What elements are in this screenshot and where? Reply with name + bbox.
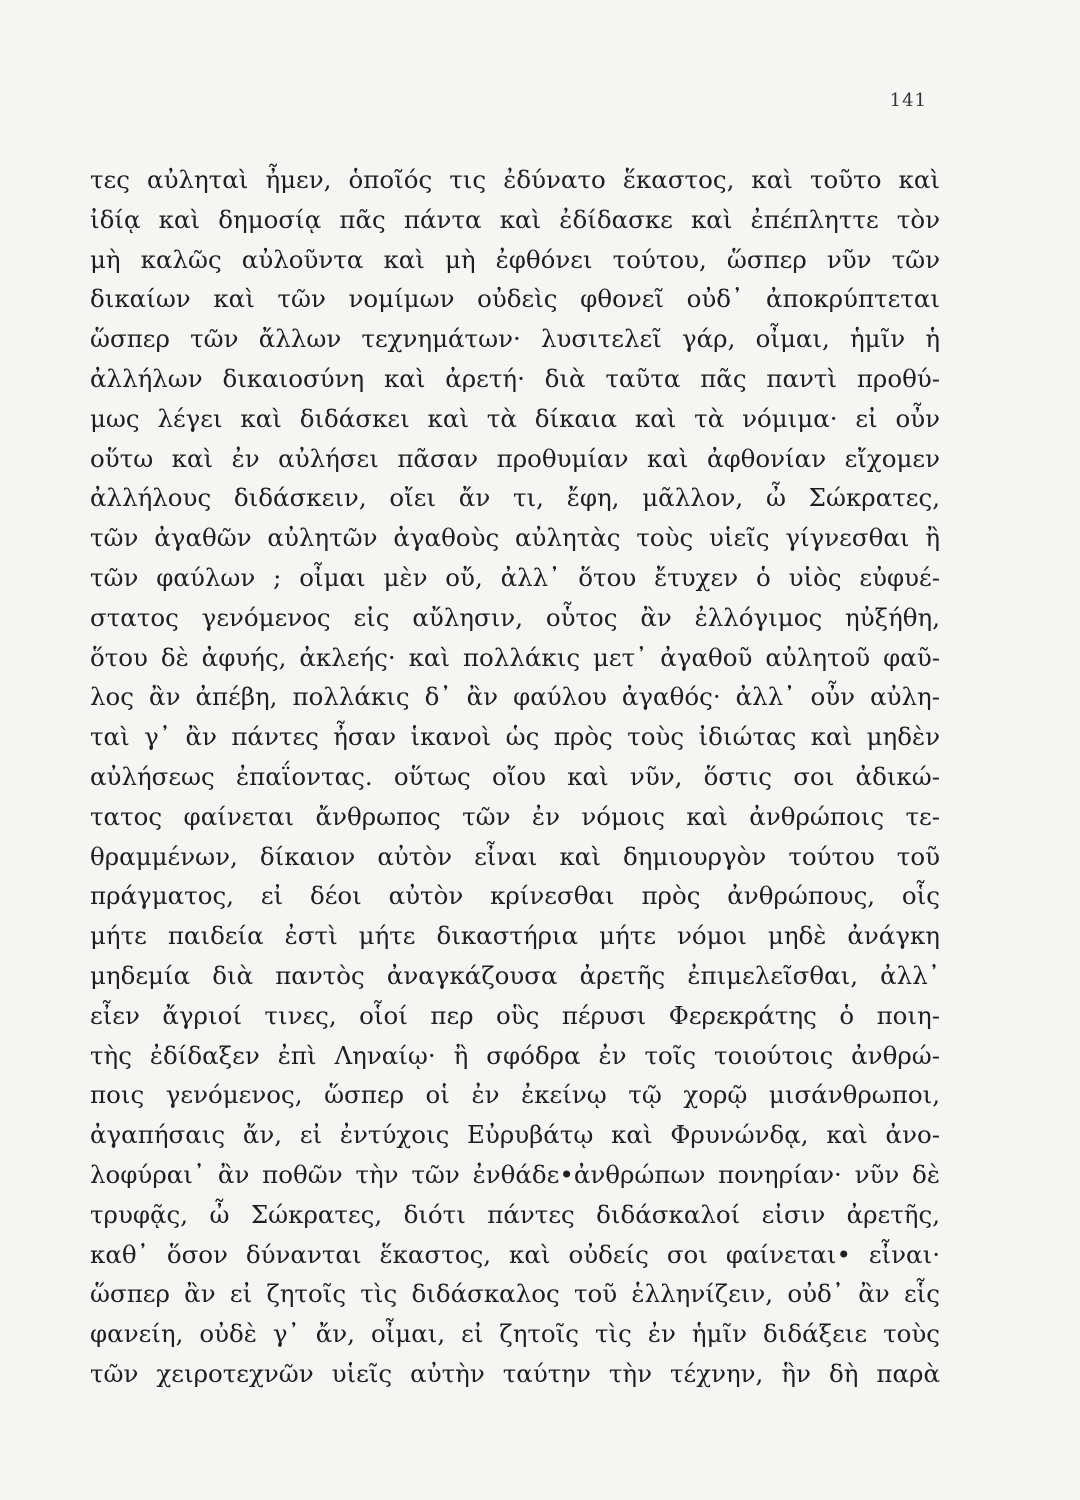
text-line: τὴς ἐδίδαξεν ἐπὶ Ληναίῳ· ἢ σφόδρα ἐν τοῖς τοιούτοις ἀνθρώ-: [90, 1040, 940, 1070]
text-line: ὥσπερ ἂν εἰ ζητοῖς τὶς διδάσκαλος τοῦ ἑλληνίζειν, οὐδ᾽ ἂν εἷς: [90, 1279, 940, 1309]
text-line: στατος γενόμενος εἰς αὔλησιν, οὗτος ἂν ἐλλόγιμος ηὐξήθη,: [90, 602, 940, 632]
text-line: λος ἂν ἀπέβη, πολλάκις δ᾽ ἂν φαύλου ἀγαθός· ἀλλ᾽ οὖν αὐλη-: [90, 682, 940, 712]
text-line: τῶν χειροτεχνῶν υἱεῖς αὐτὴν ταύτην τὴν τέχνην, ἣν δὴ παρὰ: [90, 1358, 940, 1388]
text-line: μὴ καλῶς αὐλοῦντα καὶ μὴ ἐφθόνει τούτου, ὥσπερ νῦν τῶν: [90, 244, 940, 274]
text-line: ἰδίᾳ καὶ δημοσίᾳ πᾶς πάντα καὶ ἐδίδασκε καὶ ἐπέπληττε τὸν: [90, 204, 940, 234]
text-line: μηδεμία διὰ παντὸς ἀναγκάζουσα ἀρετῆς ἐπιμελεῖσθαι, ἀλλ᾽: [90, 960, 940, 990]
page-number: 141: [889, 90, 927, 111]
text-line: τῶν ἀγαθῶν αὐλητῶν ἀγαθοὺς αὐλητὰς τοὺς υἱεῖς γίγνεσθαι ἢ: [90, 523, 940, 553]
text-line: τῶν φαύλων ; οἶμαι μὲν οὔ, ἀλλ᾽ ὅτου ἔτυχεν ὁ υἱὸς εὐφυέ-: [90, 562, 940, 592]
text-line: ἀλλήλων δικαιοσύνη καὶ ἀρετή· διὰ ταῦτα πᾶς παντὶ προθύ-: [90, 363, 940, 393]
text-line: ποις γενόμενος, ὥσπερ οἱ ἐν ἐκείνῳ τῷ χορῷ μισάνθρωποι,: [90, 1080, 940, 1110]
text-line: ὥσπερ τῶν ἄλλων τεχνημάτων· λυσιτελεῖ γάρ, οἶμαι, ἡμῖν ἡ: [90, 324, 940, 354]
text-line: καθ᾽ ὅσον δύνανται ἕκαστος, καὶ οὐδείς σοι φαίνεται• εἶναι·: [90, 1239, 940, 1269]
greek-text-block: [90, 160, 940, 1394]
text-line: τατος φαίνεται ἄνθρωπος τῶν ἐν νόμοις καὶ ἀνθρώποις τε-: [90, 801, 940, 831]
text-line: εἶεν ἄγριοί τινες, οἷοί περ οὓς πέρυσι Φερεκράτης ὁ ποιη-: [90, 1000, 940, 1030]
text-line: ὅτου δὲ ἀφυής, ἀκλεής· καὶ πολλάκις μετ᾽ ἀγαθοῦ αὐλητοῦ φαῦ-: [90, 642, 940, 672]
text-line: πράγματος, εἰ δέοι αὐτὸν κρίνεσθαι πρὸς ἀνθρώπους, οἷς: [90, 881, 940, 911]
text-line: οὕτω καὶ ἐν αὐλήσει πᾶσαν προθυμίαν καὶ ἀφθονίαν εἴχομεν: [90, 443, 940, 473]
text-line: ἀγαπήσαις ἄν, εἰ ἐντύχοις Εὐρυβάτῳ καὶ Φρυνώνδᾳ, καὶ ἀνο-: [90, 1120, 940, 1150]
text-line: λοφύραι᾽ ἂν ποθῶν τὴν τῶν ἐνθάδε•ἀνθρώπων πονηρίαν· νῦν δὲ: [90, 1159, 940, 1189]
text-line: ταὶ γ᾽ ἂν πάντες ἦσαν ἱκανοὶ ὡς πρὸς τοὺς ἰδιώτας καὶ μηδὲν: [90, 722, 940, 752]
text-line: τες αὐληταὶ ἦμεν, ὁποῖός τις ἐδύνατο ἕκαστος, καὶ τοῦτο καὶ: [90, 165, 940, 194]
text-line: μήτε παιδεία ἐστὶ μήτε δικαστήρια μήτε νόμοι μηδὲ ἀνάγκη: [90, 921, 940, 951]
text-line: φανείη, οὐδὲ γ᾽ ἄν, οἶμαι, εἰ ζητοῖς τὶς ἐν ἡμῖν διδάξειε τοὺς: [90, 1319, 940, 1349]
text-line: αὐλήσεως ἐπαΐοντας. οὕτως οἴου καὶ νῦν, ὅστις σοι ἀδικώ-: [90, 761, 940, 791]
text-line: τρυφᾷς, ὦ Σώκρατες, διότι πάντες διδάσκαλοί εἰσιν ἀρετῆς,: [90, 1199, 940, 1229]
text-line: ἀλλήλους διδάσκειν, οἴει ἄν τι, ἔφη, μᾶλλον, ὦ Σώκρατες,: [90, 483, 940, 513]
text-line: θραμμένων, δίκαιον αὐτὸν εἶναι καὶ δημιουργὸν τούτου τοῦ: [90, 841, 940, 871]
text-line: μως λέγει καὶ διδάσκει καὶ τὰ δίκαια καὶ τὰ νόμιμα· εἰ οὖν: [90, 403, 940, 433]
text-line: δικαίων καὶ τῶν νομίμων οὐδεὶς φθονεῖ οὐδ᾽ ἀποκρύπτεται: [90, 284, 940, 314]
